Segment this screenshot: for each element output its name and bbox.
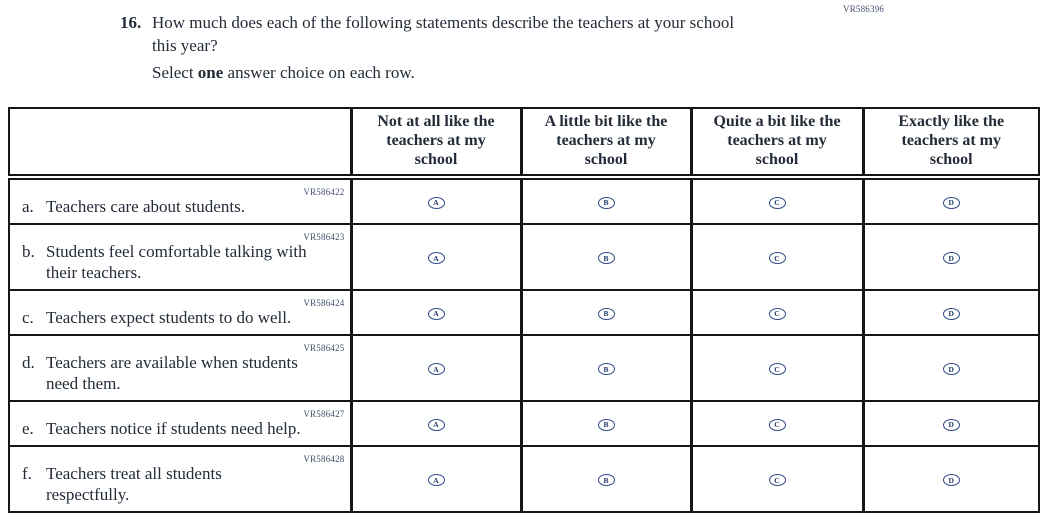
statement-text: Teachers expect students to do well.	[46, 307, 292, 327]
option-cell	[863, 290, 1039, 335]
answer-bubble-a[interactable]: A	[428, 419, 445, 431]
answer-bubble-c[interactable]: C	[769, 363, 786, 375]
option-cell	[863, 335, 1039, 401]
column-header-label: A little bit like the teachers at my school	[544, 113, 668, 168]
answer-bubble-a[interactable]: A	[428, 474, 445, 486]
table-row	[9, 177, 1039, 224]
option-cell	[351, 335, 521, 401]
statement-cell	[9, 177, 351, 224]
answer-bubble-c[interactable]: C	[769, 474, 786, 486]
option-cell	[863, 177, 1039, 224]
answer-bubble-d[interactable]: D	[943, 474, 960, 486]
option-cell	[691, 290, 863, 335]
option-cell	[351, 177, 521, 224]
option-cell	[351, 224, 521, 290]
header-not-at-all	[351, 108, 521, 177]
option-cell	[521, 401, 691, 446]
row-code: VR586422	[303, 186, 345, 197]
answer-bubble-a[interactable]: A	[428, 363, 445, 375]
statement-letter: b.	[22, 241, 35, 261]
instruction-prefix: Select	[152, 63, 198, 82]
option-cell	[863, 401, 1039, 446]
answer-bubble-d[interactable]: D	[943, 363, 960, 375]
option-cell	[691, 446, 863, 512]
option-cell	[863, 446, 1039, 512]
answer-bubble-b[interactable]: B	[598, 363, 615, 375]
statement-text: Teachers treat all students respectfully.	[46, 463, 222, 504]
instruction-bold-word: one	[197, 63, 224, 82]
option-cell	[691, 224, 863, 290]
question-number: 16.	[120, 13, 142, 32]
row-code: VR586427	[303, 408, 345, 419]
answer-bubble-b[interactable]: B	[598, 474, 615, 486]
table-row	[9, 290, 1039, 335]
row-code: VR586428	[303, 453, 345, 464]
option-cell	[521, 335, 691, 401]
statement-letter: e.	[22, 418, 34, 438]
option-cell	[691, 177, 863, 224]
option-cell	[351, 290, 521, 335]
option-cell	[521, 446, 691, 512]
statement-text: Teachers care about students.	[46, 196, 245, 216]
instruction-suffix: answer choice on each row.	[223, 63, 415, 82]
statement-text: Students feel comfortable talking with their teachers.	[46, 241, 307, 282]
statement-letter: f.	[22, 463, 32, 483]
header-a-little-bit	[521, 108, 691, 177]
answer-bubble-d[interactable]: D	[943, 252, 960, 264]
column-header-label: Not at all like the teachers at my school	[377, 113, 495, 168]
question-text: How much does each of the following statements describe the teachers at your school this year?	[152, 13, 735, 55]
table-row	[9, 335, 1039, 401]
option-cell	[691, 401, 863, 446]
answer-bubble-d[interactable]: D	[943, 197, 960, 209]
answer-bubble-a[interactable]: A	[428, 308, 445, 320]
statement-text: Teachers are available when students need them.	[46, 352, 298, 393]
header-quite-a-bit	[691, 108, 863, 177]
question-instruction	[152, 63, 415, 83]
answer-bubble-d[interactable]: D	[943, 419, 960, 431]
statement-cell	[9, 224, 351, 290]
answer-matrix-table	[8, 107, 1040, 513]
header-row	[9, 108, 1039, 177]
row-code: VR586425	[303, 342, 345, 353]
answer-bubble-c[interactable]: C	[769, 197, 786, 209]
row-code: VR586423	[303, 231, 345, 242]
statement-letter: a.	[22, 196, 34, 216]
answer-bubble-b[interactable]: B	[598, 197, 615, 209]
answer-bubble-b[interactable]: B	[598, 308, 615, 320]
statement-cell	[9, 401, 351, 446]
column-header-label: Exactly like the teachers at my school	[898, 113, 1005, 168]
statement-letter: c.	[22, 307, 34, 327]
table-row	[9, 446, 1039, 512]
option-cell	[351, 446, 521, 512]
option-cell	[521, 290, 691, 335]
option-cell	[691, 335, 863, 401]
statement-letter: d.	[22, 352, 35, 372]
row-code: VR586424	[303, 297, 345, 308]
question-block	[120, 11, 757, 57]
statement-cell	[9, 446, 351, 512]
answer-bubble-c[interactable]: C	[769, 252, 786, 264]
page-form-code: VR586396	[843, 4, 885, 14]
table-row	[9, 224, 1039, 290]
statement-text: Teachers notice if students need help.	[46, 418, 301, 438]
answer-bubble-c[interactable]: C	[769, 308, 786, 320]
option-cell	[521, 177, 691, 224]
option-cell	[521, 224, 691, 290]
answer-bubble-a[interactable]: A	[428, 252, 445, 264]
column-header-label: Quite a bit like the teachers at my school	[713, 113, 841, 168]
answer-bubble-a[interactable]: A	[428, 197, 445, 209]
statement-cell	[9, 290, 351, 335]
header-exactly	[863, 108, 1039, 177]
header-empty-cell	[9, 108, 351, 177]
option-cell	[351, 401, 521, 446]
table-row	[9, 401, 1039, 446]
statement-cell	[9, 335, 351, 401]
answer-bubble-b[interactable]: B	[598, 419, 615, 431]
answer-bubble-b[interactable]: B	[598, 252, 615, 264]
answer-bubble-c[interactable]: C	[769, 419, 786, 431]
answer-bubble-d[interactable]: D	[943, 308, 960, 320]
option-cell	[863, 224, 1039, 290]
